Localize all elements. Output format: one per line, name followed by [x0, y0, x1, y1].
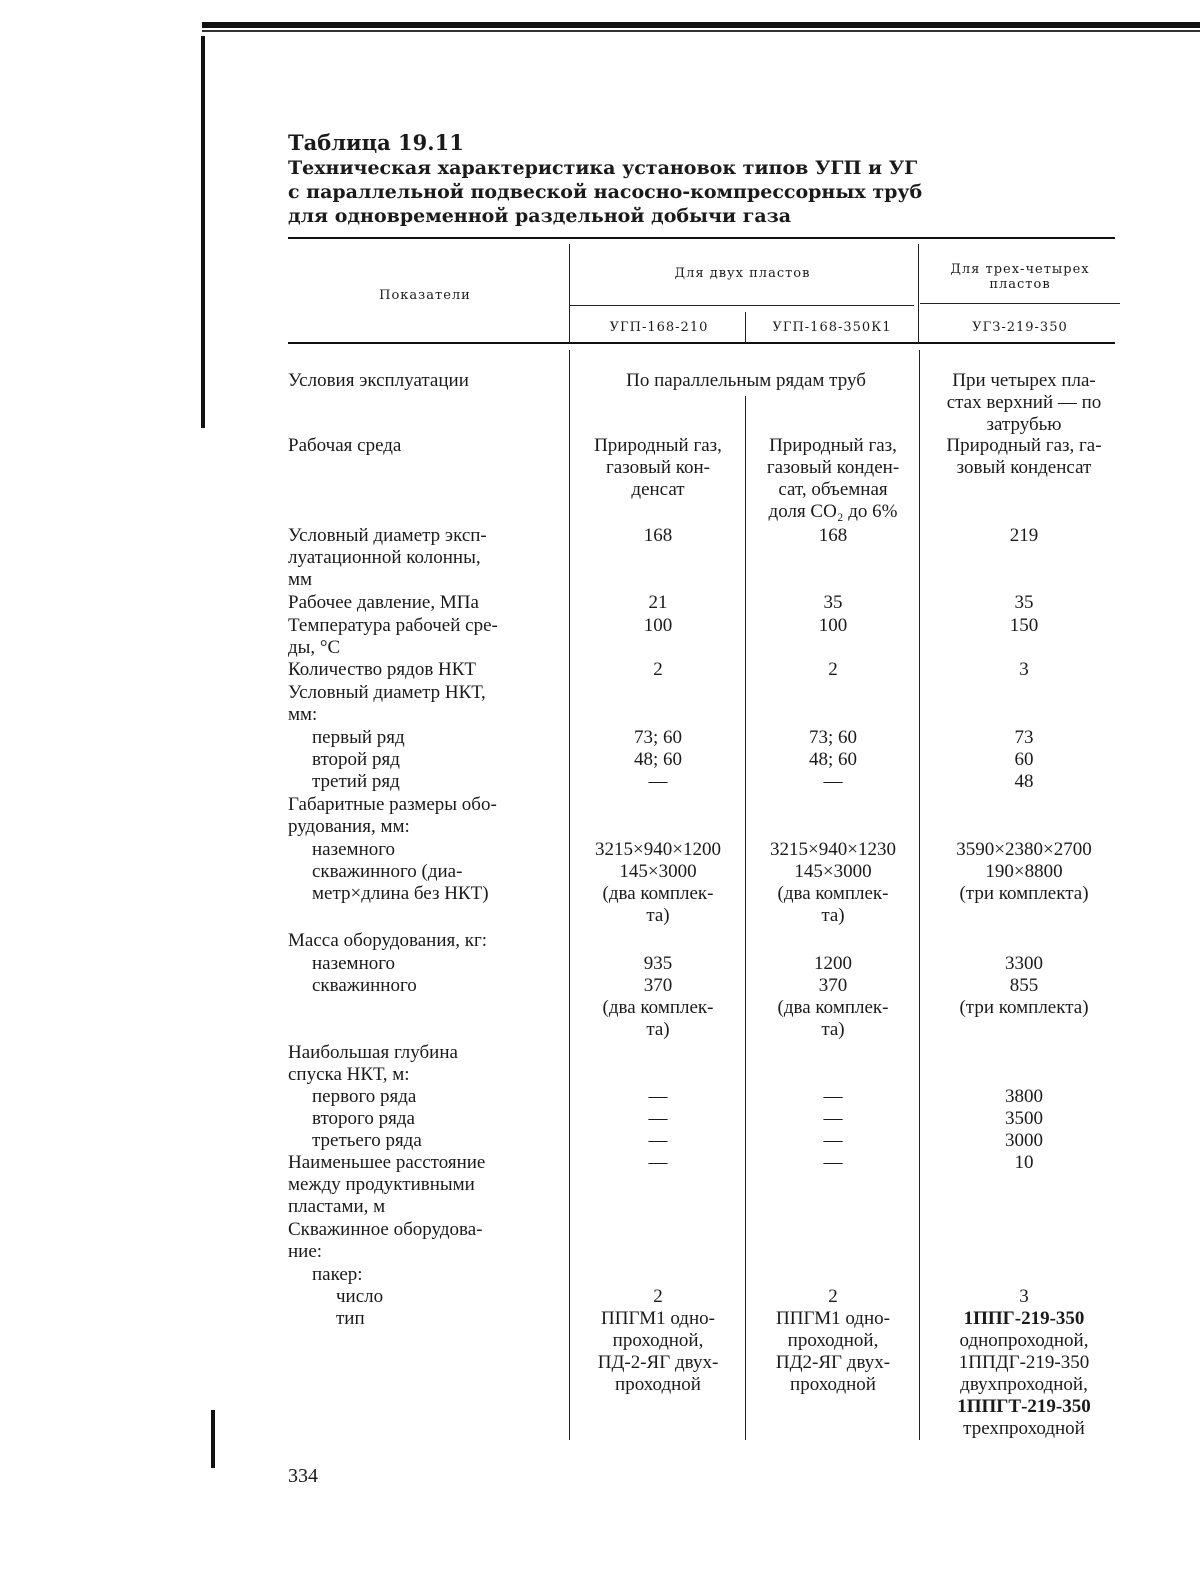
header-line: Для трех-четырех	[950, 262, 1090, 277]
column-divider	[569, 350, 570, 1440]
label-line: Наименьшее расстояние	[288, 1152, 486, 1173]
cell-value: 219	[1009, 525, 1039, 546]
cell-value: —	[823, 1152, 843, 1173]
cell-line: однопроходной,	[959, 1330, 1089, 1351]
cell-value: —	[648, 771, 668, 792]
row-sublabel: число	[336, 1286, 384, 1307]
cell-line: ППГМ1 одно-	[776, 1308, 890, 1329]
row-label	[288, 1042, 556, 1086]
cell-line: 190×8800	[985, 861, 1063, 882]
cell-line: двухпроходной,	[960, 1374, 1088, 1395]
cell-value: 21	[648, 592, 668, 613]
cell-value: 2	[828, 659, 838, 680]
header-group-rule	[570, 305, 914, 306]
row-label: Условия эксплуатации	[288, 370, 469, 391]
header-model-ugz-219-350: УГЗ-219-350	[972, 320, 1068, 335]
page-number: 334	[288, 1465, 318, 1487]
cell-value: 73	[1014, 727, 1034, 748]
cell-line: затрубью	[986, 414, 1062, 435]
cell-line: Природный газ,	[769, 435, 897, 456]
cell-value: —	[823, 1108, 843, 1129]
label-line: Скважинное оборудова-	[288, 1219, 483, 1240]
label-line: ние:	[288, 1241, 323, 1262]
cell-value: —	[823, 771, 843, 792]
row-label: Масса оборудования, кг:	[288, 930, 488, 951]
cell-value: —	[648, 1086, 668, 1107]
row-sublabel: скважинного	[312, 975, 417, 996]
cell-value: 73; 60	[808, 727, 858, 748]
cell-value: 73; 60	[633, 727, 683, 748]
cell-operating-conditions-c3	[924, 370, 1124, 436]
cell-packer-type-c2	[747, 1308, 919, 1396]
cell-line: (два комплек-	[602, 997, 714, 1018]
cell-line: стах верхний — по	[946, 392, 1102, 413]
cell-value: 60	[1014, 749, 1034, 770]
cell-line: (два комплек-	[777, 997, 889, 1018]
row-sublabel: третий ряд	[312, 771, 400, 792]
header-bottom-rule	[288, 342, 1115, 344]
cell-mass-c2	[747, 953, 919, 1041]
column-divider	[745, 396, 746, 1440]
row-sublabel: наземного	[312, 839, 396, 860]
cell-line: 1ППГТ-219-350	[957, 1396, 1091, 1417]
scan-edge-left	[201, 36, 205, 428]
cell-line: та)	[646, 905, 670, 926]
header-divider	[918, 244, 919, 342]
cell-line: денсат	[631, 479, 685, 500]
cell-line: Природный газ,	[594, 435, 722, 456]
cell-value: 3000	[1005, 1130, 1043, 1151]
cell-value: 3	[1019, 1286, 1029, 1307]
header-divider	[745, 312, 746, 342]
label-line: рудования, мм:	[288, 816, 410, 837]
title-line: для одновременной раздельной добычи газа	[288, 205, 792, 227]
cell-value: 35	[823, 592, 843, 613]
cell-line: 1ППГ-219-350	[963, 1308, 1085, 1329]
cell-line: проходной,	[612, 1330, 704, 1351]
row-sublabel: второго ряда	[312, 1108, 415, 1129]
cell-value: 10	[1014, 1152, 1034, 1173]
title-line: Техническая характеристика установок типов УГП и УГ	[288, 157, 918, 179]
label-line: спуска НКТ, м:	[288, 1064, 410, 1085]
row-label: Количество рядов НКТ	[288, 659, 477, 680]
label-line: Температура рабочей сре-	[288, 615, 498, 636]
cell-line: ППГМ1 одно-	[601, 1308, 715, 1329]
cell-line: 145×3000	[794, 861, 872, 882]
label-line: мм	[288, 569, 313, 590]
header-line: пластов	[989, 277, 1051, 292]
row-sublabel: пакер:	[312, 1264, 363, 1285]
cell-line: газовый кон-	[605, 457, 711, 478]
cell-operating-conditions: По параллельным рядам труб	[626, 370, 866, 391]
cell-mass-c3	[924, 953, 1124, 1019]
cell-value: 2	[653, 1286, 663, 1307]
cell-line: 935	[643, 953, 673, 974]
label-line: пластами, м	[288, 1196, 386, 1217]
cell-line: ПД-2-ЯГ двух-	[597, 1352, 719, 1373]
cell-value: 3800	[1005, 1086, 1043, 1107]
cell-value: 168	[643, 525, 673, 546]
cell-line: (три комплекта)	[959, 883, 1089, 904]
table-caption	[288, 130, 1128, 228]
cell-value: —	[648, 1130, 668, 1151]
row-label	[288, 615, 556, 659]
cell-value: 3	[1019, 659, 1029, 680]
table-number: Таблица 19.11	[288, 130, 464, 155]
cell-value: 100	[818, 615, 848, 636]
row-sublabel: второй ряд	[312, 749, 400, 770]
scan-edge-left-lower	[211, 1410, 215, 1468]
label-line: Наибольшая глубина	[288, 1042, 458, 1063]
cell-value: 3500	[1005, 1108, 1043, 1129]
cell-line: (два комплек-	[602, 883, 714, 904]
cell-value: 168	[818, 525, 848, 546]
row-label	[288, 794, 556, 838]
cell-line: доля CO₂ до 6%	[768, 501, 898, 522]
row-sublabel	[312, 861, 556, 905]
cell-line: 3215×940×1200	[595, 839, 721, 860]
cell-line: (три комплекта)	[959, 997, 1089, 1018]
cell-line: Природный газ, га-	[946, 435, 1102, 456]
header-indicators: Показатели	[379, 288, 471, 303]
title-line: с параллельной подвеской насосно-компрессорных труб	[288, 181, 923, 203]
header-two-layers: Для двух пластов	[674, 266, 811, 281]
cell-line: 1ППДГ-219-350	[958, 1352, 1090, 1373]
label-line: Габаритные размеры обо-	[288, 794, 497, 815]
header-three-four-layers	[922, 262, 1118, 292]
cell-line: та)	[821, 1019, 845, 1040]
label-line: скважинного (диа-	[312, 861, 463, 882]
row-label: Рабочая среда	[288, 435, 402, 456]
cell-value: 48; 60	[808, 749, 858, 770]
cell-dimensions-c1	[573, 839, 743, 927]
cell-dimensions-c2	[747, 839, 919, 927]
cell-packer-type-c1	[573, 1308, 743, 1396]
cell-line: (два комплек-	[777, 883, 889, 904]
cell-packer-type-c3	[924, 1308, 1124, 1440]
row-label	[288, 1219, 556, 1263]
cell-value: —	[823, 1086, 843, 1107]
row-label	[288, 1152, 556, 1218]
cell-value: 150	[1009, 615, 1039, 636]
cell-line: 855	[1009, 975, 1039, 996]
cell-line: 3215×940×1230	[770, 839, 896, 860]
row-label	[288, 525, 556, 591]
cell-working-medium-c1	[573, 435, 743, 501]
scan-edge-top	[202, 22, 1200, 28]
cell-dimensions-c3	[924, 839, 1124, 905]
header-divider	[569, 244, 570, 342]
cell-value: 2	[828, 1286, 838, 1307]
cell-line: проходной	[615, 1374, 701, 1395]
table-title	[288, 156, 1128, 228]
row-sublabel: тип	[336, 1308, 365, 1329]
header-model-ugp-168-350k1: УГП-168-350К1	[772, 320, 892, 335]
header-model-ugp-168-210: УГП-168-210	[609, 320, 709, 335]
label-line: ды, °С	[288, 637, 341, 658]
cell-value: 100	[643, 615, 673, 636]
cell-line: газовый конден-	[766, 457, 900, 478]
row-sublabel: наземного	[312, 953, 396, 974]
label-line: Условный диаметр эксп-	[288, 525, 487, 546]
row-label	[288, 682, 556, 726]
cell-working-medium-c2	[747, 435, 919, 523]
cell-working-medium-c3	[924, 435, 1124, 479]
header-group-rule-right	[920, 303, 1120, 304]
cell-value: 2	[653, 659, 663, 680]
cell-value: 35	[1014, 592, 1034, 613]
cell-line: та)	[821, 905, 845, 926]
cell-value: —	[648, 1152, 668, 1173]
row-sublabel: первого ряда	[312, 1086, 417, 1107]
label-line: метр×длина без НКТ)	[312, 883, 489, 904]
cell-line: ПД2-ЯГ двух-	[775, 1352, 891, 1373]
cell-value: 48; 60	[633, 749, 683, 770]
cell-line: проходной,	[787, 1330, 879, 1351]
cell-line: 3590×2380×2700	[956, 839, 1092, 860]
cell-line: проходной	[790, 1374, 876, 1395]
cell-value: 48	[1014, 771, 1034, 792]
cell-line: трехпроходной	[963, 1418, 1085, 1439]
cell-line: 3300	[1005, 953, 1043, 974]
label-line: Условный диаметр НКТ,	[288, 682, 486, 703]
cell-line: зовый конденсат	[956, 457, 1092, 478]
row-label: Рабочее давление, МПа	[288, 592, 479, 613]
row-sublabel: первый ряд	[312, 727, 405, 748]
label-line: луатационной колонны,	[288, 547, 481, 568]
cell-line: 145×3000	[619, 861, 697, 882]
cell-value: —	[823, 1130, 843, 1151]
cell-line: 370	[643, 975, 673, 996]
label-line: между продуктивными	[288, 1174, 475, 1195]
row-sublabel: третьего ряда	[312, 1130, 422, 1151]
cell-line: При четырех пла-	[952, 370, 1096, 391]
cell-line: та)	[646, 1019, 670, 1040]
label-line: мм:	[288, 704, 318, 725]
cell-line: сат, объемная	[778, 479, 888, 500]
cell-line: 1200	[814, 953, 852, 974]
column-divider	[919, 350, 920, 1440]
cell-line: 370	[818, 975, 848, 996]
cell-value: —	[648, 1108, 668, 1129]
scan-edge-top-thin	[202, 30, 1200, 32]
cell-mass-c1	[573, 953, 743, 1041]
table-top-rule	[288, 237, 1115, 239]
